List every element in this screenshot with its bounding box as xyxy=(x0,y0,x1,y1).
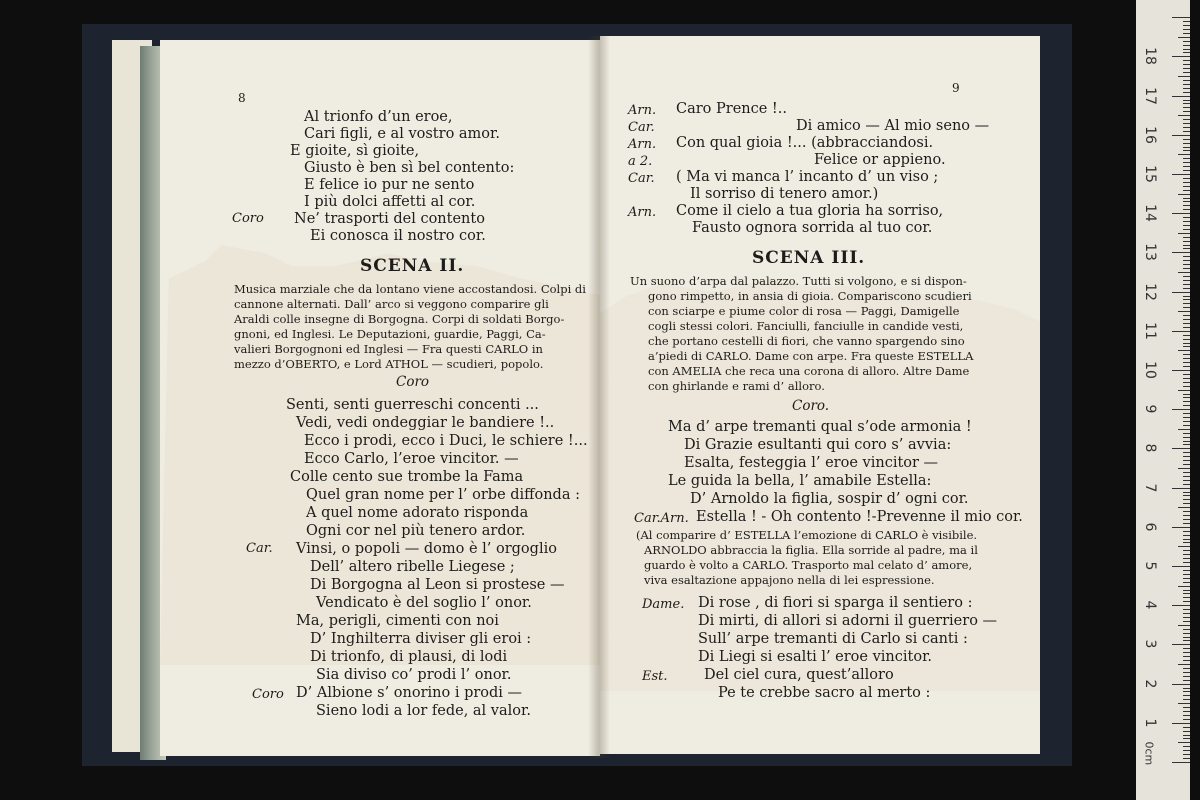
ruler-tick xyxy=(1183,386,1190,387)
verse-line: Caro Prence !.. xyxy=(676,101,787,117)
verse-line: Vinsi, o popoli — domo è l’ orgoglio xyxy=(296,541,557,557)
verse-line: Sull’ arpe tremanti di Carlo si canti : xyxy=(698,631,968,647)
verse-line: Di Liegi si esalti l’ eroe vincitor. xyxy=(698,649,933,665)
speaker-label: a 2. xyxy=(628,154,653,169)
ruler-tick xyxy=(1183,127,1190,128)
ruler-tick xyxy=(1183,123,1190,124)
verse-line: Di Borgogna al Leon si prostese — xyxy=(310,577,565,593)
verse-line: Di amico — Al mio seno — xyxy=(796,118,990,134)
ruler-tick xyxy=(1183,209,1190,210)
verse-line: Colle cento sue trombe la Fama xyxy=(290,469,524,485)
ruler-tick xyxy=(1172,252,1190,253)
ruler-tick xyxy=(1183,417,1190,418)
scene-heading: SCENA III. xyxy=(752,248,866,268)
ruler-tick xyxy=(1183,421,1190,422)
ruler-tick xyxy=(1172,448,1190,449)
ruler-tick xyxy=(1183,150,1190,151)
ruler-tick xyxy=(1183,264,1190,265)
ruler-tick xyxy=(1183,131,1190,132)
verse-line: Giusto è ben sì bel contento: xyxy=(304,160,515,176)
ruler-tick xyxy=(1183,33,1190,34)
stage-direction-line: Musica marziale che da lontano viene accostandosi. Colpi di xyxy=(234,282,586,296)
ruler-tick xyxy=(1183,84,1190,85)
ruler-tick xyxy=(1178,703,1190,704)
ruler-tick xyxy=(1183,609,1190,610)
speaker-label: Est. xyxy=(642,669,668,684)
ruler-tick xyxy=(1178,429,1190,430)
verse-line: D’ Inghilterra diviser gli eroi : xyxy=(310,631,532,647)
ruler-tick xyxy=(1183,746,1190,747)
ruler-number: 12 xyxy=(1142,282,1158,301)
ruler-tick xyxy=(1172,370,1190,371)
ruler-tick xyxy=(1183,511,1190,512)
ruler-tick xyxy=(1183,499,1190,500)
ruler-tick xyxy=(1172,213,1190,214)
stage-direction-line: viva esaltazione appajono nella di lei espressione. xyxy=(644,573,935,587)
speaker-label: Car. xyxy=(628,120,655,135)
ruler-tick xyxy=(1183,147,1190,148)
ruler-tick xyxy=(1183,523,1190,524)
ruler-tick xyxy=(1183,245,1190,246)
ruler-tick xyxy=(1183,640,1190,641)
speaker-label: Arn. xyxy=(628,137,657,152)
ruler-tick xyxy=(1183,205,1190,206)
ruler-tick xyxy=(1183,472,1190,473)
ruler-tick xyxy=(1183,315,1190,316)
page-number: 8 xyxy=(238,91,246,105)
verse-line: Ecco Carlo, l’eroe vincitor. — xyxy=(304,451,519,467)
ruler-tick xyxy=(1183,648,1190,649)
stage-direction-line: cogli stessi colori. Fanciulli, fanciulle in candide vesti, xyxy=(648,319,964,333)
ruler-tick xyxy=(1183,80,1190,81)
ruler-tick xyxy=(1178,37,1190,38)
measuring-ruler xyxy=(1136,0,1190,800)
ruler-tick xyxy=(1183,613,1190,614)
verse-line: Ma d’ arpe tremanti qual s’ode armonia ! xyxy=(668,419,972,435)
ruler-tick xyxy=(1183,711,1190,712)
ruler-tick xyxy=(1183,284,1190,285)
chorus-label: Coro xyxy=(396,374,430,390)
ruler-tick xyxy=(1183,182,1190,183)
ruler-tick xyxy=(1183,64,1190,65)
verse-line: Di mirti, di allori si adorni il guerriero — xyxy=(698,613,998,629)
ruler-number: 9 xyxy=(1142,404,1158,414)
ruler-tick xyxy=(1183,582,1190,583)
stage-direction-line: gono rimpetto, in ansia di gioia. Compariscono scudieri xyxy=(648,289,972,303)
stage-direction-line: che portano cestelli di fiori, che vanno spargendo sino xyxy=(648,334,965,348)
ruler-tick xyxy=(1183,550,1190,551)
ruler-tick xyxy=(1183,198,1190,199)
verse-line: Ei conosca il nostro cor. xyxy=(310,228,486,244)
verse-line: Di Grazie esultanti qui coro s’ avvia: xyxy=(684,437,952,453)
ruler-tick xyxy=(1183,21,1190,22)
ruler-tick xyxy=(1183,456,1190,457)
ruler-number: 15 xyxy=(1142,165,1158,183)
ruler-tick xyxy=(1183,758,1190,759)
ruler-tick xyxy=(1183,617,1190,618)
verse-line: Esalta, festeggia l’ eroe vincitor — xyxy=(684,455,939,471)
ruler-tick xyxy=(1183,531,1190,532)
ruler-tick xyxy=(1183,162,1190,163)
speaker-label: Coro xyxy=(232,211,264,226)
ruler-tick xyxy=(1172,723,1190,724)
verse-line: D’ Arnoldo la figlia, sospir d’ ogni cor. xyxy=(690,491,969,507)
ruler-tick xyxy=(1183,750,1190,751)
verse-line: E felice io pur ne sento xyxy=(304,177,475,193)
ruler-tick xyxy=(1183,307,1190,308)
ruler-tick xyxy=(1183,358,1190,359)
ruler-tick xyxy=(1183,672,1190,673)
verse-line: E gioite, sì gioite, xyxy=(290,143,420,159)
verse-line: Vendicato è del soglio l’ onor. xyxy=(316,595,532,611)
ruler-tick xyxy=(1183,335,1190,336)
ruler-tick xyxy=(1183,362,1190,363)
ruler-tick xyxy=(1183,574,1190,575)
verse-line: ( Ma vi manca l’ incanto d’ un viso ; xyxy=(676,169,939,185)
ruler-tick xyxy=(1178,664,1190,665)
verse-line: Fausto ognora sorrida al tuo cor. xyxy=(692,220,933,236)
ruler-tick xyxy=(1183,754,1190,755)
ruler-number: 11 xyxy=(1142,321,1158,340)
ruler-tick xyxy=(1183,166,1190,167)
ruler-tick xyxy=(1183,323,1190,324)
ruler-tick xyxy=(1183,660,1190,661)
ruler-tick xyxy=(1183,45,1190,46)
verse-line: Pe te crebbe sacro al merto : xyxy=(718,685,931,701)
ruler-tick xyxy=(1183,201,1190,202)
ruler-tick xyxy=(1183,688,1190,689)
ruler-tick xyxy=(1178,390,1190,391)
verse-line: Di trionfo, di plausi, di lodi xyxy=(310,649,508,665)
ruler-tick xyxy=(1183,237,1190,238)
ruler-tick xyxy=(1183,296,1190,297)
ruler-tick xyxy=(1172,17,1190,18)
speaker-label: Coro xyxy=(252,687,284,702)
stage-direction-line: valieri Borgognoni ed Inglesi — Fra questi CARLO in xyxy=(234,342,543,356)
ruler-tick xyxy=(1183,92,1190,93)
ruler-tick xyxy=(1178,546,1190,547)
ruler-tick xyxy=(1183,276,1190,277)
ruler-tick xyxy=(1183,637,1190,638)
stage-direction-line: guardo è volto a CARLO. Trasporto mal celato d’ amore, xyxy=(644,558,973,572)
stage-direction-line: con ghirlande e rami d’ alloro. xyxy=(648,379,825,393)
ruler-tick xyxy=(1183,668,1190,669)
verse-line: Ma, perigli, cimenti con noi xyxy=(296,613,499,629)
ruler-tick xyxy=(1172,96,1190,97)
scene-heading: SCENA II. xyxy=(360,256,465,276)
ruler-tick xyxy=(1183,319,1190,320)
ruler-tick xyxy=(1183,695,1190,696)
ruler-tick xyxy=(1183,268,1190,269)
ruler-tick xyxy=(1183,542,1190,543)
verse-line: Senti, senti guerreschi concenti ... xyxy=(286,397,539,413)
ruler-tick xyxy=(1183,621,1190,622)
ruler-tick xyxy=(1183,229,1190,230)
ruler-tick xyxy=(1183,593,1190,594)
ruler-number: 18 xyxy=(1142,47,1158,66)
verse-line: Sia diviso co’ prodi l’ onor. xyxy=(316,667,512,683)
ruler-tick xyxy=(1183,119,1190,120)
ruler-tick xyxy=(1183,515,1190,516)
stage-direction-line: a’piedi di CARLO. Dame con arpe. Fra queste ESTELLA xyxy=(648,349,974,363)
ruler-tick xyxy=(1183,484,1190,485)
ruler-number: 17 xyxy=(1142,86,1158,105)
ruler-tick xyxy=(1183,441,1190,442)
ruler-tick xyxy=(1178,311,1190,312)
ruler-tick xyxy=(1172,292,1190,293)
ruler-tick xyxy=(1172,762,1190,763)
ruler-tick xyxy=(1183,680,1190,681)
ruler-tick xyxy=(1183,719,1190,720)
verse-line: Felice or appieno. xyxy=(814,152,946,168)
ruler-number: 16 xyxy=(1142,125,1158,144)
stage-direction-line: Un suono d’arpa dal palazzo. Tutti si volgono, e si dispon- xyxy=(630,274,967,288)
ruler-tick xyxy=(1183,476,1190,477)
ruler-tick xyxy=(1178,194,1190,195)
stage-direction-line: Araldi colle insegne di Borgogna. Corpi di soldati Borgo- xyxy=(234,312,565,326)
ruler-tick xyxy=(1183,401,1190,402)
verse-line: Estella ! - Oh contento !-Prevenne il mio cor. xyxy=(696,509,1023,525)
ruler-tick xyxy=(1183,190,1190,191)
ruler-tick xyxy=(1183,562,1190,563)
ruler-tick xyxy=(1178,233,1190,234)
ruler-tick xyxy=(1183,699,1190,700)
ruler-tick xyxy=(1178,742,1190,743)
ruler-tick xyxy=(1183,405,1190,406)
ruler-tick xyxy=(1183,554,1190,555)
ruler-tick xyxy=(1172,409,1190,410)
verse-line: Ogni cor nel più tenero ardor. xyxy=(306,523,526,539)
ruler-tick xyxy=(1183,225,1190,226)
ruler-tick xyxy=(1183,452,1190,453)
book-gutter xyxy=(588,36,610,758)
ruler-tick xyxy=(1183,103,1190,104)
ruler-tick xyxy=(1172,135,1190,136)
ruler-number: 6 xyxy=(1142,522,1158,532)
speaker-label: Arn. xyxy=(628,103,657,118)
ruler-tick xyxy=(1183,256,1190,257)
ruler-tick xyxy=(1183,52,1190,53)
stage-direction-line: cannone alternati. Dall’ arco si veggono comparire gli xyxy=(234,297,549,311)
ruler-tick xyxy=(1183,535,1190,536)
ruler-tick xyxy=(1183,68,1190,69)
ruler-number: 14 xyxy=(1142,204,1158,223)
speaker-label: Car. xyxy=(628,171,655,186)
ruler-tick xyxy=(1183,731,1190,732)
ruler-tick xyxy=(1183,715,1190,716)
ruler-tick xyxy=(1183,676,1190,677)
ruler-tick xyxy=(1183,444,1190,445)
ruler-tick xyxy=(1183,374,1190,375)
ruler-tick xyxy=(1172,331,1190,332)
ruler-tick xyxy=(1183,60,1190,61)
ruler-tick xyxy=(1172,56,1190,57)
verse-line: Con qual gioia !... (abbracciandosi. xyxy=(676,135,934,151)
verse-line: Vedi, vedi ondeggiar le bandiere !.. xyxy=(296,415,555,431)
verse-line: I più dolci affetti al cor. xyxy=(304,194,476,210)
speaker-label: Dame. xyxy=(642,597,685,612)
ruler-tick xyxy=(1183,139,1190,140)
ruler-tick xyxy=(1183,738,1190,739)
verse-line: Sieno lodi a lor fede, al valor. xyxy=(316,703,531,719)
ruler-tick xyxy=(1183,480,1190,481)
ruler-number: 13 xyxy=(1142,243,1158,262)
stage-direction-line: con sciarpe e piume color di rosa — Paggi, Damigelle xyxy=(648,304,960,318)
ruler-number: 3 xyxy=(1142,639,1158,649)
page-number: 9 xyxy=(952,81,960,95)
ruler-number: 5 xyxy=(1142,561,1158,571)
ruler-tick xyxy=(1183,707,1190,708)
left-page xyxy=(160,40,600,756)
stage-direction-line: gnoni, ed Inglesi. Le Deputazioni, guardie, Paggi, Ca- xyxy=(234,327,546,341)
ruler-tick xyxy=(1183,578,1190,579)
ruler-tick xyxy=(1178,507,1190,508)
ruler-tick xyxy=(1183,303,1190,304)
ruler-tick xyxy=(1183,100,1190,101)
ruler-number: 1 xyxy=(1142,718,1158,728)
chorus-label: Coro. xyxy=(792,398,830,414)
ruler-tick xyxy=(1183,433,1190,434)
ruler-tick xyxy=(1178,350,1190,351)
verse-line: Del ciel cura, quest’alloro xyxy=(704,667,894,683)
stage-direction-line: mezzo d’OBERTO, e Lord ATHOL — scudieri, popolo. xyxy=(234,357,544,371)
ruler-tick xyxy=(1183,570,1190,571)
ruler-tick xyxy=(1183,735,1190,736)
ruler-tick xyxy=(1183,111,1190,112)
ruler-number: 2 xyxy=(1142,679,1158,689)
ruler-unit-label: 0cm xyxy=(1142,741,1156,766)
speaker-label: Arn. xyxy=(628,205,657,220)
ruler-tick xyxy=(1183,495,1190,496)
ruler-tick xyxy=(1183,343,1190,344)
ruler-tick xyxy=(1172,527,1190,528)
ruler-tick xyxy=(1183,366,1190,367)
ruler-tick xyxy=(1183,260,1190,261)
verse-line: Al trionfo d’un eroe, xyxy=(304,109,453,125)
ruler-tick xyxy=(1183,107,1190,108)
ruler-tick xyxy=(1172,644,1190,645)
ruler-tick xyxy=(1178,154,1190,155)
ruler-tick xyxy=(1183,299,1190,300)
verse-line: A quel nome adorato risponda xyxy=(306,505,529,521)
ruler-tick xyxy=(1183,158,1190,159)
verse-line: Le guida la bella, l’ amabile Estella: xyxy=(668,473,932,489)
ruler-tick xyxy=(1183,143,1190,144)
ruler-tick xyxy=(1178,76,1190,77)
ruler-tick xyxy=(1183,382,1190,383)
ruler-tick xyxy=(1183,413,1190,414)
ruler-tick xyxy=(1183,339,1190,340)
ruler-tick xyxy=(1178,586,1190,587)
ruler-tick xyxy=(1183,327,1190,328)
ruler-tick xyxy=(1183,397,1190,398)
ruler-tick xyxy=(1183,633,1190,634)
ruler-tick xyxy=(1183,460,1190,461)
verse-line: Il sorriso di tenero amor.) xyxy=(690,186,879,202)
ruler-number: 10 xyxy=(1142,361,1158,379)
ruler-tick xyxy=(1183,425,1190,426)
ruler-tick xyxy=(1172,605,1190,606)
ruler-tick xyxy=(1183,88,1190,89)
verse-line: D’ Albione s’ onorino i prodi — xyxy=(296,685,523,701)
ruler-tick xyxy=(1183,288,1190,289)
ruler-tick xyxy=(1178,115,1190,116)
stage-direction-line: ARNOLDO abbraccia la figlia. Ella sorride al padre, ma il xyxy=(644,543,978,557)
verse-line: Dell’ altero ribelle Liegese ; xyxy=(310,559,515,575)
ruler-tick xyxy=(1183,539,1190,540)
ruler-tick xyxy=(1183,41,1190,42)
verse-line: Cari figli, e al vostro amor. xyxy=(304,126,500,142)
ruler-tick xyxy=(1183,492,1190,493)
ruler-tick xyxy=(1183,241,1190,242)
ruler-tick xyxy=(1183,378,1190,379)
ruler-tick xyxy=(1183,217,1190,218)
ruler-tick xyxy=(1183,691,1190,692)
stage-direction-line: (Al comparire d’ ESTELLA l’emozione di CARLO è visibile. xyxy=(636,528,978,542)
ruler-tick xyxy=(1183,346,1190,347)
ruler-tick xyxy=(1183,29,1190,30)
ruler-tick xyxy=(1183,178,1190,179)
ruler-number: 4 xyxy=(1142,600,1158,610)
ruler-number: 8 xyxy=(1142,443,1158,453)
verse-line: Come il cielo a tua gloria ha sorriso, xyxy=(676,203,944,219)
ruler-tick xyxy=(1183,186,1190,187)
ruler-tick xyxy=(1178,272,1190,273)
ruler-tick xyxy=(1183,221,1190,222)
verse-line: Ne’ trasporti del contento xyxy=(294,211,485,227)
ruler-tick xyxy=(1183,503,1190,504)
ruler-tick xyxy=(1183,727,1190,728)
ruler-tick xyxy=(1183,597,1190,598)
ruler-tick xyxy=(1183,652,1190,653)
verse-line: Di rose , di fiori si sparga il sentiero : xyxy=(698,595,973,611)
ruler-tick xyxy=(1183,558,1190,559)
ruler-tick xyxy=(1183,601,1190,602)
verse-line: Ecco i prodi, ecco i Duci, le schiere !... xyxy=(304,433,588,449)
ruler-tick xyxy=(1172,174,1190,175)
ruler-tick xyxy=(1183,280,1190,281)
ruler-number: 7 xyxy=(1142,483,1158,493)
ruler-tick xyxy=(1178,468,1190,469)
stage-direction-line: con AMELIA che reca una corona di alloro. Altre Dame xyxy=(648,364,970,378)
speaker-label: Car.Arn. xyxy=(634,511,689,526)
ruler-tick xyxy=(1183,437,1190,438)
ruler-tick xyxy=(1183,464,1190,465)
ruler-tick xyxy=(1172,488,1190,489)
verse-line: Quel gran nome per l’ orbe diffonda : xyxy=(306,487,580,503)
ruler-tick xyxy=(1178,625,1190,626)
ruler-tick xyxy=(1183,170,1190,171)
ruler-tick xyxy=(1183,25,1190,26)
ruler-tick xyxy=(1183,629,1190,630)
ruler-tick xyxy=(1183,49,1190,50)
ruler-tick xyxy=(1183,394,1190,395)
right-page xyxy=(600,36,1040,754)
ruler-tick xyxy=(1172,566,1190,567)
ruler-tick xyxy=(1183,248,1190,249)
ruler-tick xyxy=(1172,684,1190,685)
ruler-tick xyxy=(1183,590,1190,591)
ruler-tick xyxy=(1183,72,1190,73)
speaker-label: Car. xyxy=(246,541,273,556)
ruler-tick xyxy=(1183,656,1190,657)
ruler-tick xyxy=(1183,519,1190,520)
ruler-tick xyxy=(1183,354,1190,355)
